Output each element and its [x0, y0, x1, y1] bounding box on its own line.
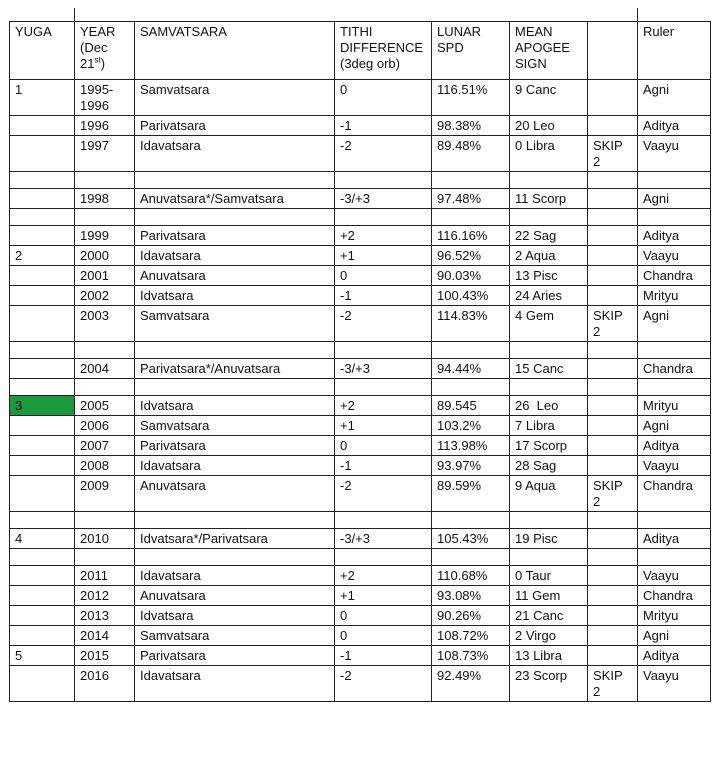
cell-yuga — [10, 286, 75, 306]
spacer-cell — [588, 379, 638, 396]
cell-year: 1996 — [75, 116, 135, 136]
cell-apogee: 26 Leo — [510, 396, 588, 416]
cell-yuga — [10, 359, 75, 379]
header-year-line3-sup: st — [94, 55, 101, 65]
spacer-cell — [638, 209, 711, 226]
cell-ruler: Chandra — [638, 359, 711, 379]
cell-apogee: 11 Scorp — [510, 189, 588, 209]
spacer-cell — [432, 342, 510, 359]
spacer-cell — [432, 209, 510, 226]
spacer-cell — [638, 379, 711, 396]
cell-apogee: 15 Canc — [510, 359, 588, 379]
spacer-row — [10, 172, 711, 189]
cell-yuga — [10, 436, 75, 456]
cell-lunar: 100.43% — [432, 286, 510, 306]
cell-ruler: Vaayu — [638, 246, 711, 266]
table-row — [10, 646, 711, 666]
table-row — [10, 246, 711, 266]
cell-lunar: 89.545 — [432, 396, 510, 416]
cell-year: 2007 — [75, 436, 135, 456]
spacer-cell — [75, 172, 135, 189]
cell-apogee: 9 Aqua — [510, 476, 588, 512]
cell-tithi: +2 — [335, 396, 432, 416]
cell-ruler: Agni — [638, 626, 711, 646]
spacer-cell — [135, 512, 335, 529]
header-samvatsara: SAMVATSARA — [135, 22, 335, 80]
cell-year: 2012 — [75, 586, 135, 606]
cell-ruler: Vaayu — [638, 666, 711, 702]
spacer-cell — [638, 512, 711, 529]
cell-samvatsara: Idavatsara — [135, 456, 335, 476]
cell-lunar: 116.16% — [432, 226, 510, 246]
cell-yuga — [10, 136, 75, 172]
cell-yuga — [10, 226, 75, 246]
cell-samvatsara: Idvatsara — [135, 606, 335, 626]
spacer-cell — [510, 379, 588, 396]
cell-ruler: Mrityu — [638, 286, 711, 306]
table-row — [10, 456, 711, 476]
cell-tithi: +2 — [335, 226, 432, 246]
top-strip-cell — [10, 8, 75, 22]
spacer-cell — [335, 172, 432, 189]
spacer-cell — [510, 549, 588, 566]
cell-lunar: 90.26% — [432, 606, 510, 626]
spacer-cell — [432, 512, 510, 529]
header-year-line1: YEAR — [80, 24, 116, 39]
cell-ruler: Agni — [638, 306, 711, 342]
cell-apogee: 13 Pisc — [510, 266, 588, 286]
cell-year: 2002 — [75, 286, 135, 306]
cell-samvatsara: Parivatsara — [135, 436, 335, 456]
cell-apogee: 17 Scorp — [510, 436, 588, 456]
table-wrapper — [9, 8, 711, 702]
header-lunar — [432, 22, 510, 80]
header-skip — [588, 22, 638, 80]
cell-tithi: -2 — [335, 306, 432, 342]
table-row — [10, 136, 711, 172]
cell-tithi: -2 — [335, 476, 432, 512]
cell-year: 2015 — [75, 646, 135, 666]
spacer-cell — [10, 379, 75, 396]
cell-yuga — [10, 476, 75, 512]
top-strip-cell — [588, 8, 638, 22]
cell-year: 2005 — [75, 396, 135, 416]
spacer-cell — [335, 379, 432, 396]
top-strip-cell — [335, 8, 432, 22]
cell-year: 2013 — [75, 606, 135, 626]
cell-apogee: 22 Sag — [510, 226, 588, 246]
cell-samvatsara: Idavatsara — [135, 666, 335, 702]
header-tithi — [335, 22, 432, 80]
table-row — [10, 80, 711, 116]
cell-lunar: 114.83% — [432, 306, 510, 342]
cell-samvatsara: Anuvatsara — [135, 266, 335, 286]
cell-samvatsara: Idvatsara*/Parivatsara — [135, 529, 335, 549]
cell-samvatsara: Idavatsara — [135, 246, 335, 266]
cell-ruler: Vaayu — [638, 136, 711, 172]
cell-lunar: 98.38% — [432, 116, 510, 136]
cell-skip — [588, 286, 638, 306]
cell-ruler: Aditya — [638, 226, 711, 246]
cell-yuga: 2 — [10, 246, 75, 266]
cell-tithi: 0 — [335, 266, 432, 286]
table-top-strip — [10, 8, 711, 22]
cell-samvatsara: Idvatsara — [135, 396, 335, 416]
cell-samvatsara: Parivatsara — [135, 646, 335, 666]
cell-tithi: +1 — [335, 246, 432, 266]
spacer-cell — [335, 209, 432, 226]
cell-tithi: 0 — [335, 80, 432, 116]
cell-samvatsara: Samvatsara — [135, 416, 335, 436]
spacer-cell — [75, 209, 135, 226]
header-row — [10, 22, 711, 80]
cell-tithi: -1 — [335, 116, 432, 136]
cell-skip — [588, 436, 638, 456]
spacer-cell — [75, 379, 135, 396]
cell-skip — [588, 646, 638, 666]
cell-apogee: 23 Scorp — [510, 666, 588, 702]
header-year — [75, 22, 135, 80]
cell-apogee: 11 Gem — [510, 586, 588, 606]
header-tithi-line3: (3deg orb) — [340, 56, 400, 71]
table-row — [10, 396, 711, 416]
table-row — [10, 436, 711, 456]
cell-ruler: Agni — [638, 416, 711, 436]
header-tithi-line1: TITHI — [340, 24, 373, 39]
cell-samvatsara: Samvatsara — [135, 626, 335, 646]
cell-tithi: -3/+3 — [335, 189, 432, 209]
spacer-cell — [510, 209, 588, 226]
cell-apogee: 0 Taur — [510, 566, 588, 586]
cell-yuga — [10, 306, 75, 342]
table-row — [10, 626, 711, 646]
cell-yuga: 4 — [10, 529, 75, 549]
header-yuga: YUGA — [10, 22, 75, 80]
table-row — [10, 529, 711, 549]
cell-skip — [588, 566, 638, 586]
cell-yuga — [10, 116, 75, 136]
cell-apogee: 7 Libra — [510, 416, 588, 436]
cell-ruler: Mrityu — [638, 606, 711, 626]
spacer-cell — [10, 512, 75, 529]
spacer-cell — [588, 172, 638, 189]
spacer-row — [10, 379, 711, 396]
cell-lunar: 97.48% — [432, 189, 510, 209]
spacer-cell — [10, 172, 75, 189]
cell-skip: SKIP 2 — [588, 666, 638, 702]
spacer-cell — [135, 342, 335, 359]
cell-lunar: 116.51% — [432, 80, 510, 116]
spacer-cell — [335, 549, 432, 566]
cell-samvatsara: Parivatsara — [135, 116, 335, 136]
header-lunar-line1: LUNAR — [437, 24, 482, 39]
cell-apogee: 9 Canc — [510, 80, 588, 116]
cell-lunar: 92.49% — [432, 666, 510, 702]
cell-year: 2000 — [75, 246, 135, 266]
cell-samvatsara: Idvatsara — [135, 286, 335, 306]
table-row — [10, 416, 711, 436]
cell-ruler: Chandra — [638, 586, 711, 606]
cell-ruler: Agni — [638, 189, 711, 209]
cell-tithi: 0 — [335, 606, 432, 626]
cell-yuga — [10, 606, 75, 626]
spacer-cell — [10, 342, 75, 359]
cell-skip — [588, 456, 638, 476]
table-row — [10, 286, 711, 306]
cell-yuga — [10, 566, 75, 586]
spacer-cell — [638, 172, 711, 189]
spacer-cell — [510, 172, 588, 189]
spacer-cell — [10, 549, 75, 566]
cell-lunar: 108.72% — [432, 626, 510, 646]
table-row — [10, 226, 711, 246]
cell-tithi: -2 — [335, 666, 432, 702]
cell-skip — [588, 626, 638, 646]
cell-apogee: 19 Pisc — [510, 529, 588, 549]
cell-tithi: 0 — [335, 436, 432, 456]
cell-lunar: 89.59% — [432, 476, 510, 512]
top-strip-cell — [75, 8, 135, 22]
cell-skip — [588, 396, 638, 416]
yuga-table — [9, 8, 711, 702]
cell-lunar: 103.2% — [432, 416, 510, 436]
header-ruler: Ruler — [638, 22, 711, 80]
table-row — [10, 116, 711, 136]
cell-lunar: 93.97% — [432, 456, 510, 476]
spacer-cell — [510, 342, 588, 359]
cell-ruler: Chandra — [638, 266, 711, 286]
cell-skip — [588, 246, 638, 266]
top-strip-cell — [638, 8, 711, 22]
cell-samvatsara: Parivatsara*/Anuvatsara — [135, 359, 335, 379]
cell-year: 2011 — [75, 566, 135, 586]
table-row — [10, 266, 711, 286]
spacer-cell — [638, 549, 711, 566]
spacer-cell — [588, 549, 638, 566]
table-row — [10, 306, 711, 342]
cell-skip: SKIP 2 — [588, 306, 638, 342]
spacer-cell — [638, 342, 711, 359]
cell-year: 1998 — [75, 189, 135, 209]
cell-tithi: +1 — [335, 586, 432, 606]
spacer-cell — [75, 512, 135, 529]
cell-apogee: 4 Gem — [510, 306, 588, 342]
cell-yuga-highlighted: 3 — [10, 396, 75, 416]
cell-skip — [588, 416, 638, 436]
cell-ruler: Vaayu — [638, 456, 711, 476]
cell-lunar: 108.73% — [432, 646, 510, 666]
cell-lunar: 93.08% — [432, 586, 510, 606]
cell-yuga — [10, 666, 75, 702]
cell-samvatsara: Samvatsara — [135, 306, 335, 342]
cell-yuga — [10, 586, 75, 606]
spacer-cell — [135, 172, 335, 189]
cell-yuga — [10, 626, 75, 646]
cell-samvatsara: Anuvatsara — [135, 476, 335, 512]
table-row — [10, 566, 711, 586]
cell-year: 2009 — [75, 476, 135, 512]
cell-tithi: -3/+3 — [335, 529, 432, 549]
spacer-cell — [135, 549, 335, 566]
cell-samvatsara: Idavatsara — [135, 566, 335, 586]
cell-lunar: 110.68% — [432, 566, 510, 586]
cell-samvatsara: Anuvatsara*/Samvatsara — [135, 189, 335, 209]
cell-samvatsara: Samvatsara — [135, 80, 335, 116]
cell-ruler: Mrityu — [638, 396, 711, 416]
cell-year: 2010 — [75, 529, 135, 549]
spacer-cell — [432, 549, 510, 566]
cell-skip — [588, 226, 638, 246]
cell-ruler: Aditya — [638, 529, 711, 549]
cell-year: 1995-1996 — [75, 80, 135, 116]
cell-ruler: Agni — [638, 80, 711, 116]
cell-skip — [588, 586, 638, 606]
spacer-cell — [135, 209, 335, 226]
cell-yuga — [10, 456, 75, 476]
cell-skip — [588, 606, 638, 626]
cell-lunar: 96.52% — [432, 246, 510, 266]
top-strip-cell — [135, 8, 335, 22]
table-row — [10, 359, 711, 379]
cell-tithi: -1 — [335, 456, 432, 476]
header-mean-line1: MEAN — [515, 24, 553, 39]
cell-tithi: 0 — [335, 626, 432, 646]
header-year-line3-end: ) — [100, 56, 106, 71]
cell-skip — [588, 359, 638, 379]
cell-skip — [588, 80, 638, 116]
cell-yuga: 1 — [10, 80, 75, 116]
cell-lunar: 90.03% — [432, 266, 510, 286]
cell-lunar: 89.48% — [432, 136, 510, 172]
cell-skip — [588, 116, 638, 136]
header-mean — [510, 22, 588, 80]
cell-samvatsara: Anuvatsara — [135, 586, 335, 606]
table-row — [10, 586, 711, 606]
table-row — [10, 476, 711, 512]
spacer-cell — [588, 209, 638, 226]
cell-ruler: Aditya — [638, 646, 711, 666]
spacer-cell — [335, 512, 432, 529]
cell-yuga — [10, 266, 75, 286]
spacer-row — [10, 342, 711, 359]
cell-tithi: -3/+3 — [335, 359, 432, 379]
cell-apogee: 20 Leo — [510, 116, 588, 136]
cell-year: 1999 — [75, 226, 135, 246]
cell-ruler: Vaayu — [638, 566, 711, 586]
spacer-row — [10, 512, 711, 529]
header-lunar-line2: SPD — [437, 40, 464, 55]
cell-ruler: Aditya — [638, 436, 711, 456]
cell-year: 2016 — [75, 666, 135, 702]
cell-apogee: 0 Libra — [510, 136, 588, 172]
table-row — [10, 189, 711, 209]
spacer-cell — [432, 172, 510, 189]
spacer-cell — [135, 379, 335, 396]
cell-skip: SKIP 2 — [588, 476, 638, 512]
cell-year: 2014 — [75, 626, 135, 646]
spacer-row — [10, 549, 711, 566]
cell-year: 2003 — [75, 306, 135, 342]
cell-tithi: -2 — [335, 136, 432, 172]
top-strip-cell — [510, 8, 588, 22]
cell-yuga — [10, 189, 75, 209]
spacer-cell — [432, 379, 510, 396]
spacer-cell — [588, 512, 638, 529]
header-year-line3-num: 21 — [80, 56, 95, 71]
header-year-line2: (Dec — [80, 40, 108, 55]
cell-year: 1997 — [75, 136, 135, 172]
table-row — [10, 606, 711, 626]
cell-year: 2008 — [75, 456, 135, 476]
cell-ruler: Aditya — [638, 116, 711, 136]
spacer-cell — [75, 549, 135, 566]
cell-apogee: 21 Canc — [510, 606, 588, 626]
spacer-cell — [588, 342, 638, 359]
cell-ruler: Chandra — [638, 476, 711, 512]
header-mean-line2: APOGEE — [515, 40, 570, 55]
cell-skip — [588, 189, 638, 209]
header-tithi-line2: DIFFERENCE — [340, 40, 424, 55]
spacer-cell — [10, 209, 75, 226]
cell-skip — [588, 529, 638, 549]
header-mean-line3: SIGN — [515, 56, 547, 71]
cell-tithi: -1 — [335, 646, 432, 666]
cell-apogee: 13 Libra — [510, 646, 588, 666]
cell-lunar: 113.98% — [432, 436, 510, 456]
cell-samvatsara: Parivatsara — [135, 226, 335, 246]
top-strip-cell — [432, 8, 510, 22]
cell-yuga — [10, 416, 75, 436]
cell-tithi: -1 — [335, 286, 432, 306]
cell-year: 2004 — [75, 359, 135, 379]
cell-year: 2001 — [75, 266, 135, 286]
cell-apogee: 24 Aries — [510, 286, 588, 306]
spacer-cell — [75, 342, 135, 359]
table-row — [10, 666, 711, 702]
cell-lunar: 105.43% — [432, 529, 510, 549]
cell-year: 2006 — [75, 416, 135, 436]
cell-samvatsara: Idavatsara — [135, 136, 335, 172]
spacer-cell — [335, 342, 432, 359]
cell-apogee: 2 Aqua — [510, 246, 588, 266]
spacer-cell — [510, 512, 588, 529]
cell-skip: SKIP 2 — [588, 136, 638, 172]
cell-tithi: +2 — [335, 566, 432, 586]
cell-apogee: 2 Virgo — [510, 626, 588, 646]
cell-skip — [588, 266, 638, 286]
cell-lunar: 94.44% — [432, 359, 510, 379]
cell-tithi: +1 — [335, 416, 432, 436]
cell-apogee: 28 Sag — [510, 456, 588, 476]
cell-yuga: 5 — [10, 646, 75, 666]
spacer-row — [10, 209, 711, 226]
